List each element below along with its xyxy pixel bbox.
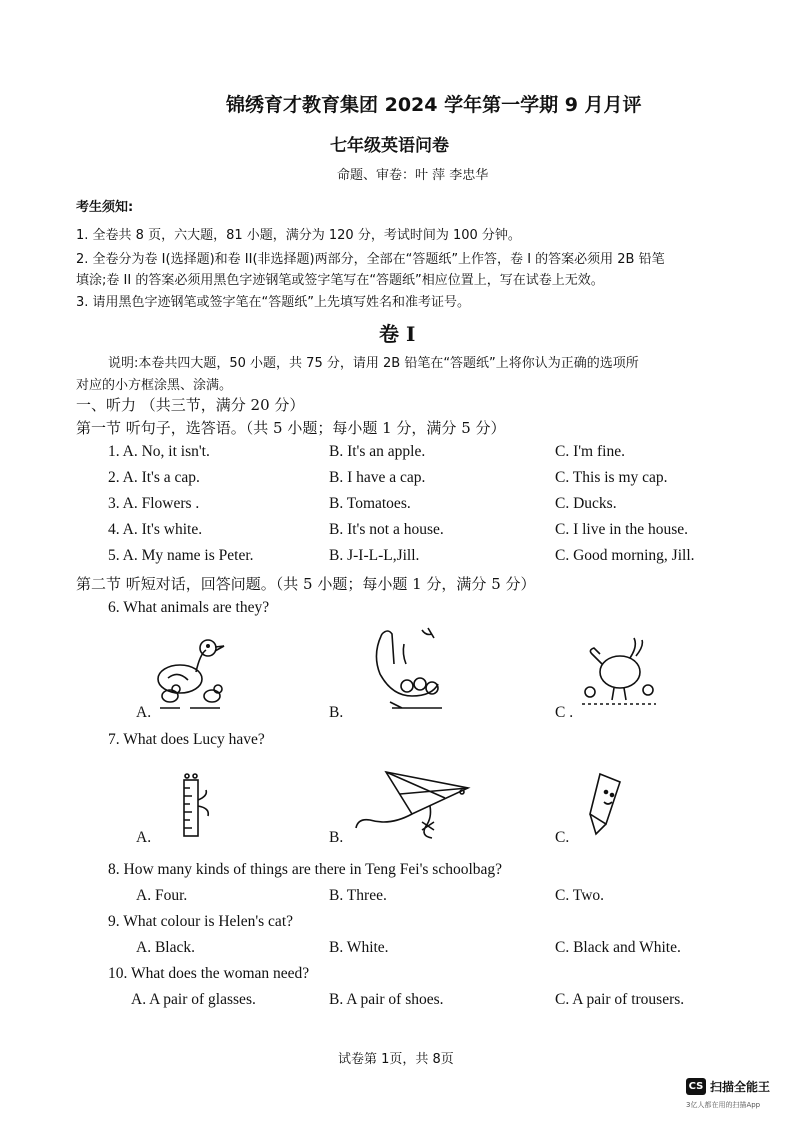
- q1-option-b: B. It's an apple.: [329, 443, 426, 460]
- q4-option-b: B. It's not a house.: [329, 521, 444, 538]
- ruler-image: [172, 770, 216, 840]
- notice-line-2b: 填涂;卷 II 的答案必须用黑色字迹钢笔或签字笔写在“答题纸”相应位置上，写在试卷上无效。: [76, 273, 604, 288]
- notice-heading: 考生须知:: [76, 200, 134, 215]
- q9-option-c: C. Black and White.: [555, 939, 681, 956]
- flamingo-and-chicks-image: [362, 624, 452, 716]
- q7-option-a: A.: [136, 829, 152, 846]
- q6-option-b: B.: [329, 704, 344, 721]
- q10-text: 10. What does the woman need?: [108, 965, 310, 982]
- duck-and-ducklings-image: [150, 634, 230, 714]
- q8-option-a: A. Four.: [136, 887, 188, 904]
- q2-option-a: 2. A. It's a cap.: [108, 469, 200, 486]
- q7-option-b: B.: [329, 829, 344, 846]
- q6-text: 6. What animals are they?: [108, 599, 270, 616]
- section-2-heading: 第二节 听短对话，回答问题。（共 5 小题；每小题 1 分，满分 5 分）: [76, 575, 536, 593]
- q9-option-a: A. Black.: [136, 939, 195, 956]
- exam-authors: 命题、审卷：叶 萍 李忠华: [337, 168, 489, 183]
- q8-option-c: C. Two.: [555, 887, 605, 904]
- watermark-app-name: 扫描全能王: [710, 1080, 771, 1094]
- q9-option-b: B. White.: [329, 939, 389, 956]
- notice-line-2a: 2. 全卷分为卷 I(选择题)和卷 II(非选择题)两部分，全部在“答题纸”上作答，卷 I 的答案必须用 2B 铅笔: [76, 252, 665, 267]
- page-footer: 试卷第 1页，共 8页: [338, 1052, 454, 1067]
- q3-option-c: C. Ducks.: [555, 495, 617, 512]
- exam-title: 锦绣育才教育集团 2024 学年第一学期 9 月月评: [226, 94, 642, 116]
- notice-line-1: 1. 全卷共 8 页，六大题，81 小题，满分为 120 分，考试时间为 100 分钟。: [76, 228, 521, 243]
- q2-option-b: B. I have a cap.: [329, 469, 426, 486]
- q1-option-c: C. I'm fine.: [555, 443, 625, 460]
- q9-text: 9. What colour is Helen's cat?: [108, 913, 294, 930]
- notice-line-3: 3. 请用黑色字迹钢笔或签字笔在“答题纸”上先填写姓名和准考证号。: [76, 295, 471, 310]
- q8-text: 8. How many kinds of things are there in Teng Fei's schoolbag?: [108, 861, 503, 878]
- part-heading-listening: 一、听力 （共三节，满分 20 分）: [76, 396, 305, 414]
- q10-option-c: C. A pair of trousers.: [555, 991, 685, 1008]
- q8-option-b: B. Three.: [329, 887, 387, 904]
- pencil-image: [584, 770, 628, 840]
- volume-heading: 卷 I: [379, 322, 416, 346]
- watermark-tagline: 3亿人都在用的扫描App: [686, 1101, 761, 1109]
- q5-option-c: C. Good morning, Jill.: [555, 547, 695, 564]
- q5-option-a: 5. A. My name is Peter.: [108, 547, 254, 564]
- q3-option-b: B. Tomatoes.: [329, 495, 411, 512]
- q1-option-a: 1. A. No, it isn't.: [108, 443, 210, 460]
- q2-option-c: C. This is my cap.: [555, 469, 668, 486]
- q7-option-c: C.: [555, 829, 570, 846]
- hen-and-chicks-image: [578, 632, 660, 714]
- instructions-line-1: 说明:本卷共四大题，50 小题，共 75 分，请用 2B 铅笔在“答题纸”上将你认为正确的选项所: [108, 356, 639, 371]
- exam-subtitle: 七年级英语问卷: [330, 136, 449, 156]
- q6-option-c: C .: [555, 704, 574, 721]
- q3-option-a: 3. A. Flowers .: [108, 495, 200, 512]
- instructions-line-2: 对应的小方框涂黑、涂满。: [76, 378, 233, 393]
- camscanner-logo-icon: CS: [686, 1078, 706, 1095]
- q6-option-a: A.: [136, 704, 152, 721]
- q10-option-b: B. A pair of shoes.: [329, 991, 444, 1008]
- q4-option-c: C. I live in the house.: [555, 521, 689, 538]
- kite-image: [350, 766, 480, 842]
- q10-option-a: A. A pair of glasses.: [131, 991, 256, 1008]
- q5-option-b: B. J-I-L-L,Jill.: [329, 547, 420, 564]
- q4-option-a: 4. A. It's white.: [108, 521, 203, 538]
- q7-text: 7. What does Lucy have?: [108, 731, 265, 748]
- section-1-heading: 第一节 听句子，选答语。（共 5 小题；每小题 1 分，满分 5 分）: [76, 419, 506, 437]
